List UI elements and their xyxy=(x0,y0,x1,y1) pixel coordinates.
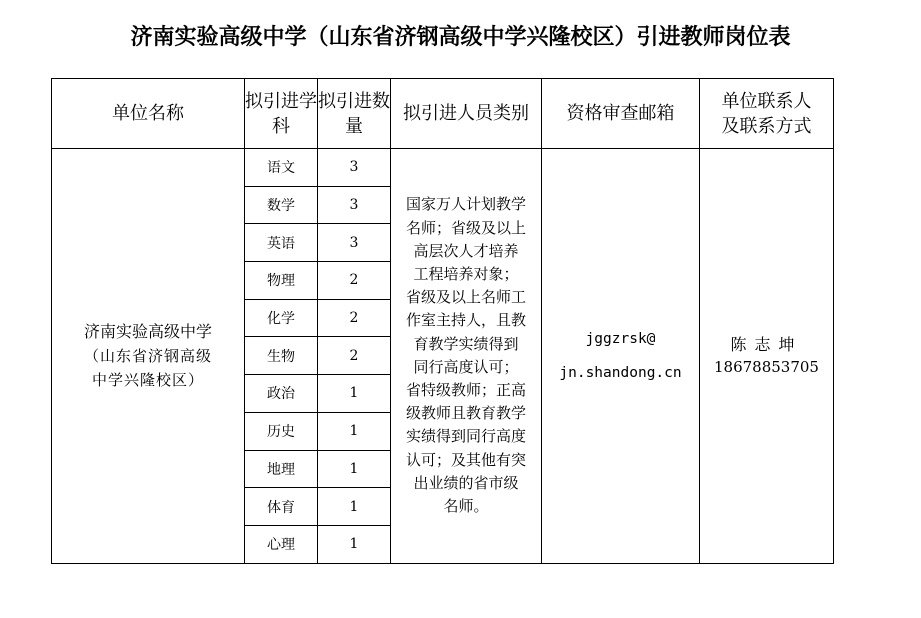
unit-name-line: 中学兴隆校区） xyxy=(91,370,204,389)
subject-cell: 地理 xyxy=(245,450,318,488)
category-line: 育教学实绩得到 xyxy=(413,334,519,353)
table-row xyxy=(52,149,834,187)
count-cell: 2 xyxy=(318,337,391,375)
subject-cell: 生物 xyxy=(245,337,318,375)
subject-cell: 体育 xyxy=(245,488,318,526)
category-line: 国家万人计划教学 xyxy=(405,195,526,214)
contact-cell xyxy=(700,149,834,564)
email-line: jn.shandong.cn xyxy=(559,364,682,381)
positions-table xyxy=(51,78,834,564)
count-cell: 3 xyxy=(318,149,391,187)
category-line: 省特级教师；正高 xyxy=(405,380,526,399)
count-cell: 1 xyxy=(318,488,391,526)
header-count: 拟引进数量 xyxy=(318,79,391,149)
category-line: 同行高度认可； xyxy=(413,357,519,376)
category-line: 认可；及其他有突 xyxy=(405,450,526,469)
header-contact: 单位联系人及联系方式 xyxy=(700,79,834,149)
header-unit: 单位名称 xyxy=(52,79,245,149)
subject-cell: 政治 xyxy=(245,375,318,413)
contact-name: 陈志坤 xyxy=(730,334,803,354)
category-line: 作室主持人，且教 xyxy=(405,311,526,330)
page-title: 济南实验高级中学（山东省济钢高级中学兴隆校区）引进教师岗位表 xyxy=(130,25,791,50)
category-line: 级教师且教育教学 xyxy=(405,404,526,423)
count-cell: 3 xyxy=(318,186,391,224)
category-line: 实绩得到同行高度 xyxy=(405,427,526,446)
contact-phone: 18678853705 xyxy=(714,357,819,376)
subject-cell: 历史 xyxy=(245,412,318,450)
count-cell: 1 xyxy=(318,450,391,488)
subject-cell: 语文 xyxy=(245,149,318,187)
header-category: 拟引进人员类别 xyxy=(391,79,542,149)
header-email: 资格审查邮箱 xyxy=(542,79,700,149)
email-cell xyxy=(542,149,700,564)
count-cell: 1 xyxy=(318,412,391,450)
subject-cell: 化学 xyxy=(245,299,318,337)
category-line: 高层次人才培养 xyxy=(413,241,519,260)
subject-cell: 物理 xyxy=(245,262,318,300)
unit-name-cell xyxy=(52,149,245,564)
category-line: 出业绩的省市级 xyxy=(413,473,519,492)
category-line: 名师。 xyxy=(443,497,489,515)
count-cell: 2 xyxy=(318,299,391,337)
count-cell: 1 xyxy=(318,375,391,413)
count-cell: 3 xyxy=(318,224,391,262)
email-line: jggzrsk@ xyxy=(585,330,656,347)
header-row xyxy=(52,79,834,149)
count-cell: 2 xyxy=(318,262,391,300)
unit-name-line: （山东省济钢高级 xyxy=(83,346,212,365)
category-line: 工程培养对象； xyxy=(413,264,519,283)
category-cell xyxy=(391,149,542,564)
count-cell: 1 xyxy=(318,525,391,563)
category-line: 省级及以上名师工 xyxy=(405,288,526,307)
unit-name-line: 济南实验高级中学 xyxy=(83,321,212,341)
category-line: 名师；省级及以上 xyxy=(405,218,526,237)
subject-cell: 英语 xyxy=(245,224,318,262)
subject-cell: 心理 xyxy=(245,525,318,563)
subject-cell: 数学 xyxy=(245,186,318,224)
header-subject: 拟引进学科 xyxy=(245,79,318,149)
